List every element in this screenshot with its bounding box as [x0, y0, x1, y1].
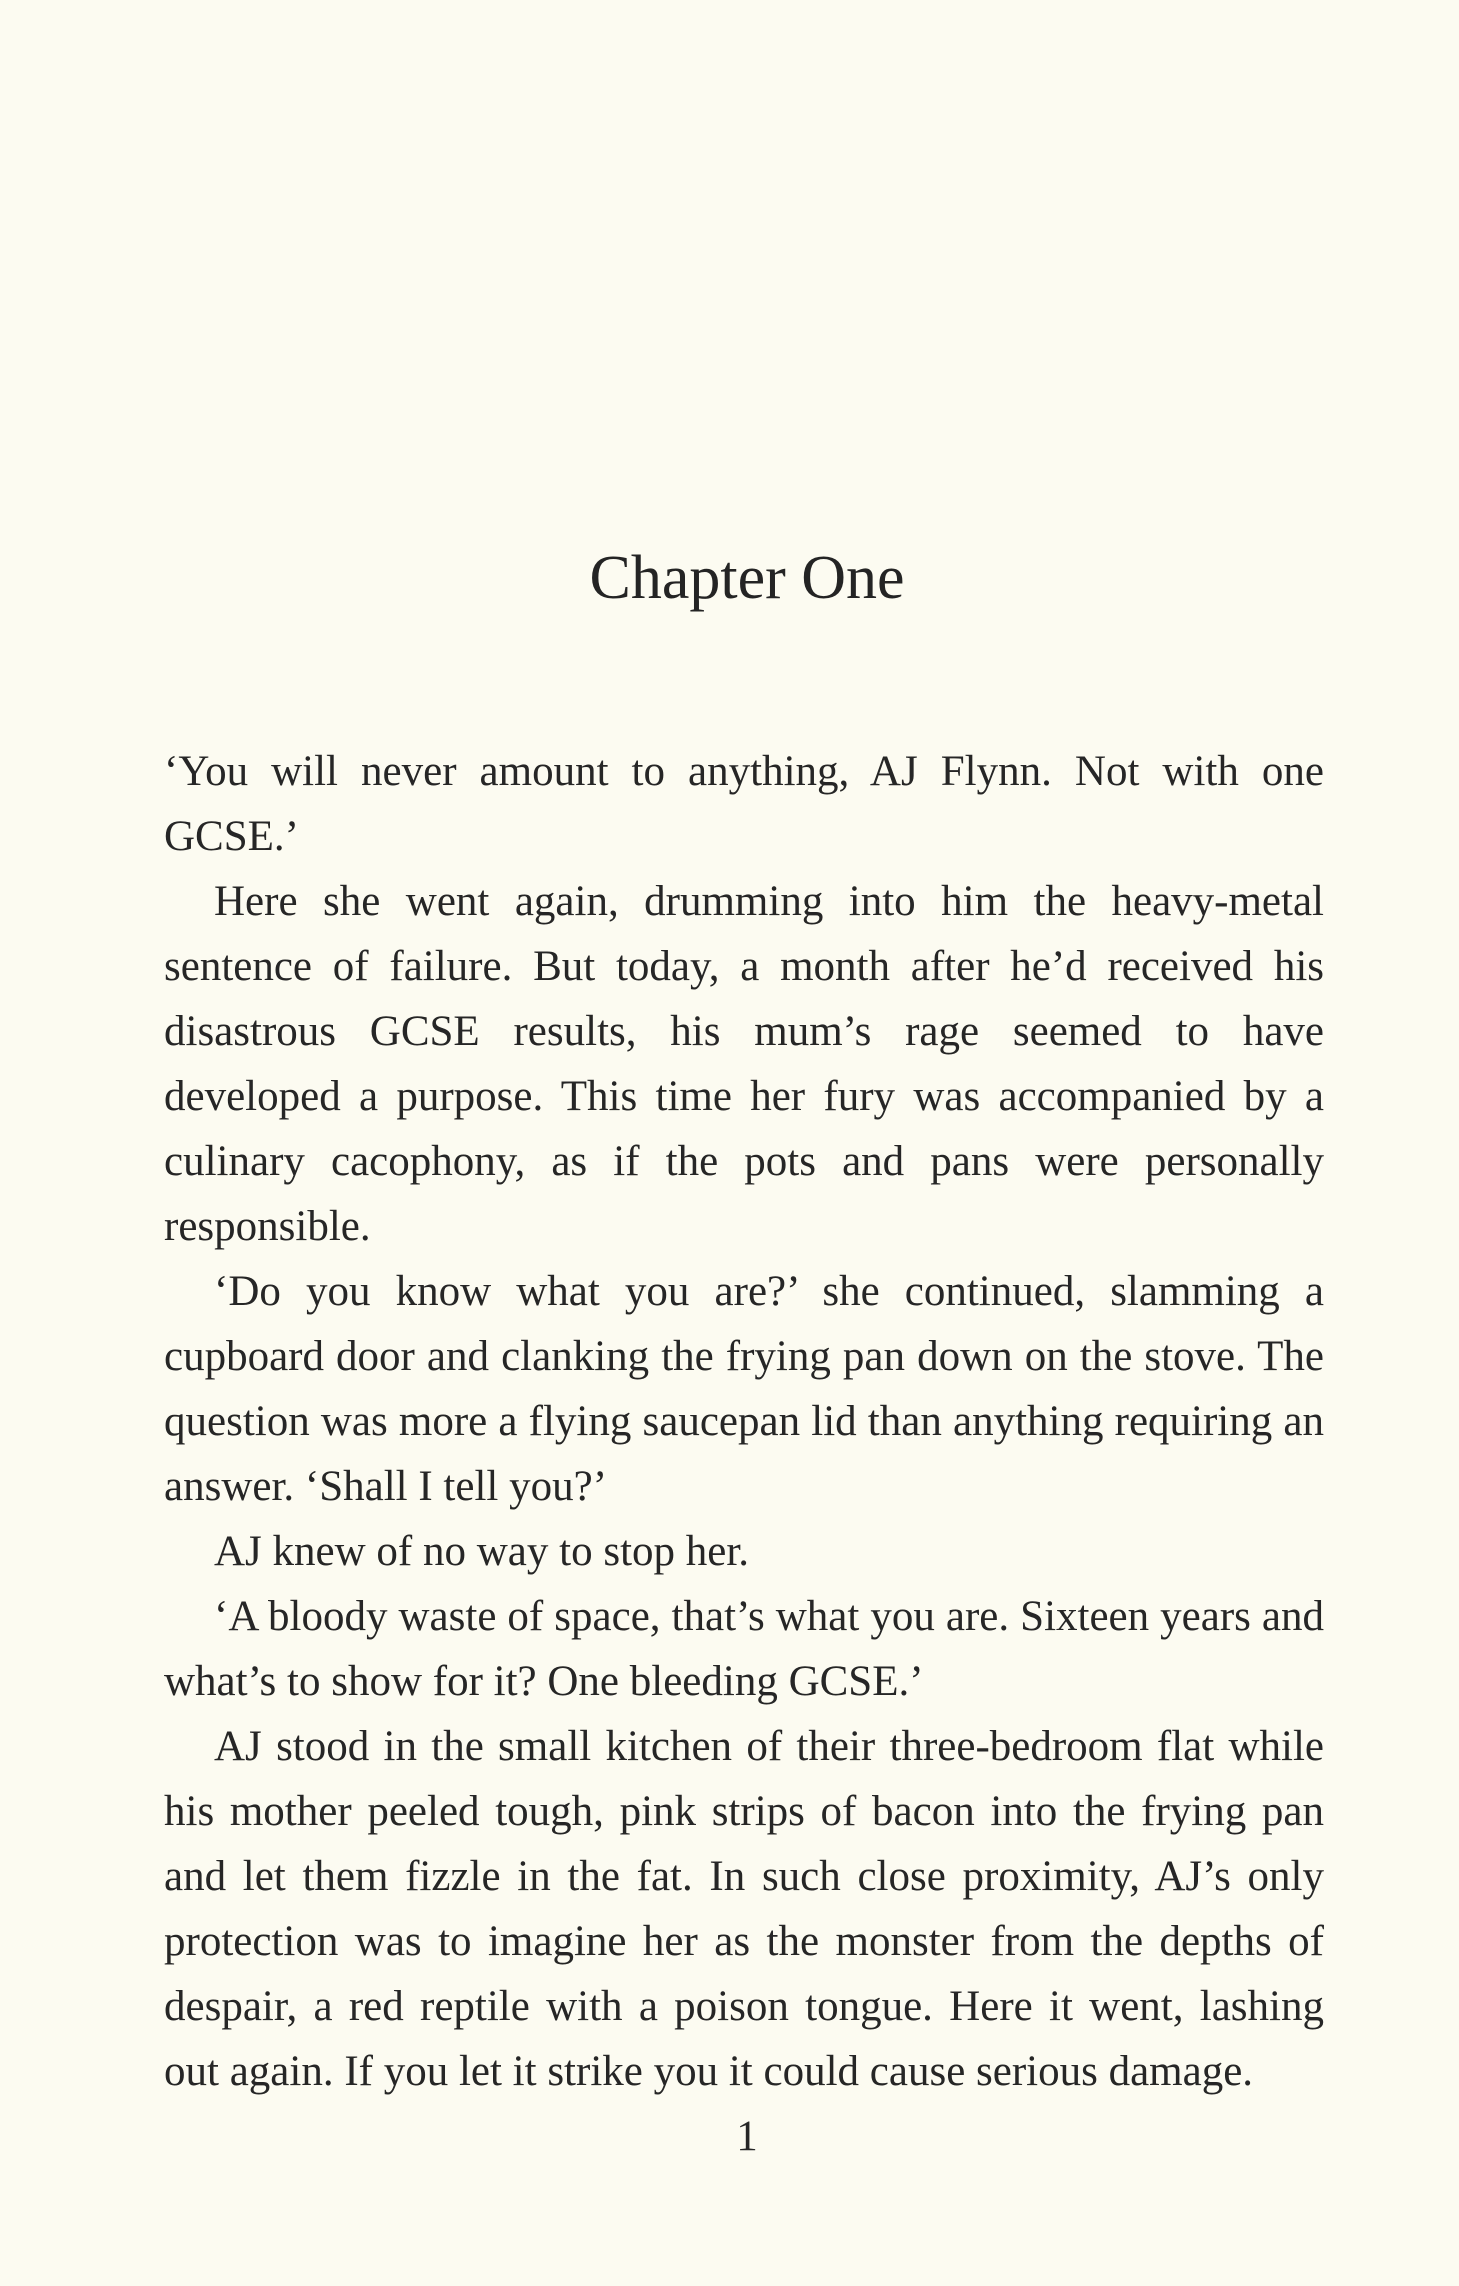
paragraph: Here she went again, drumming into him the heavy-metal sentence of failure. But today, a month after he’d received his disastrous GCSE results, his mum’s rage seemed to have developed a purpose. This time her fury was accompanied by a culinary cacophony, as if the pots and pans were personally responsible.	[164, 878, 1324, 1250]
chapter-body	[164, 739, 1324, 2104]
paragraph: ‘You will never amount to anything, AJ Flynn. Not with one GCSE.’	[164, 748, 1324, 860]
paragraph: AJ knew of no way to stop her.	[214, 1528, 750, 1575]
paragraph: ‘Do you know what you are?’ she continued, slamming a cupboard door and clanking the frying pan down on the stove. The question was more a flying saucepan lid than anything requiring an answer. ‘Shall I tell you?’	[164, 1268, 1324, 1510]
chapter-title: Chapter One	[589, 544, 905, 612]
paragraph: ‘A bloody waste of space, that’s what you are. Sixteen years and what’s to show for it? One bleeding GCSE.’	[164, 1593, 1324, 1705]
page-number: 1	[736, 2113, 758, 2160]
paragraph: AJ stood in the small kitchen of their three-bedroom flat while his mother peeled tough, pink strips of bacon into the frying pan and let them fizzle in the fat. In such close proximity, AJ’s only protection was to imagine her as the monster from the depths of despair, a red reptile with a poison tongue. Here it went, lashing out again. If you let it strike you it could cause serious damage.	[164, 1723, 1324, 2095]
